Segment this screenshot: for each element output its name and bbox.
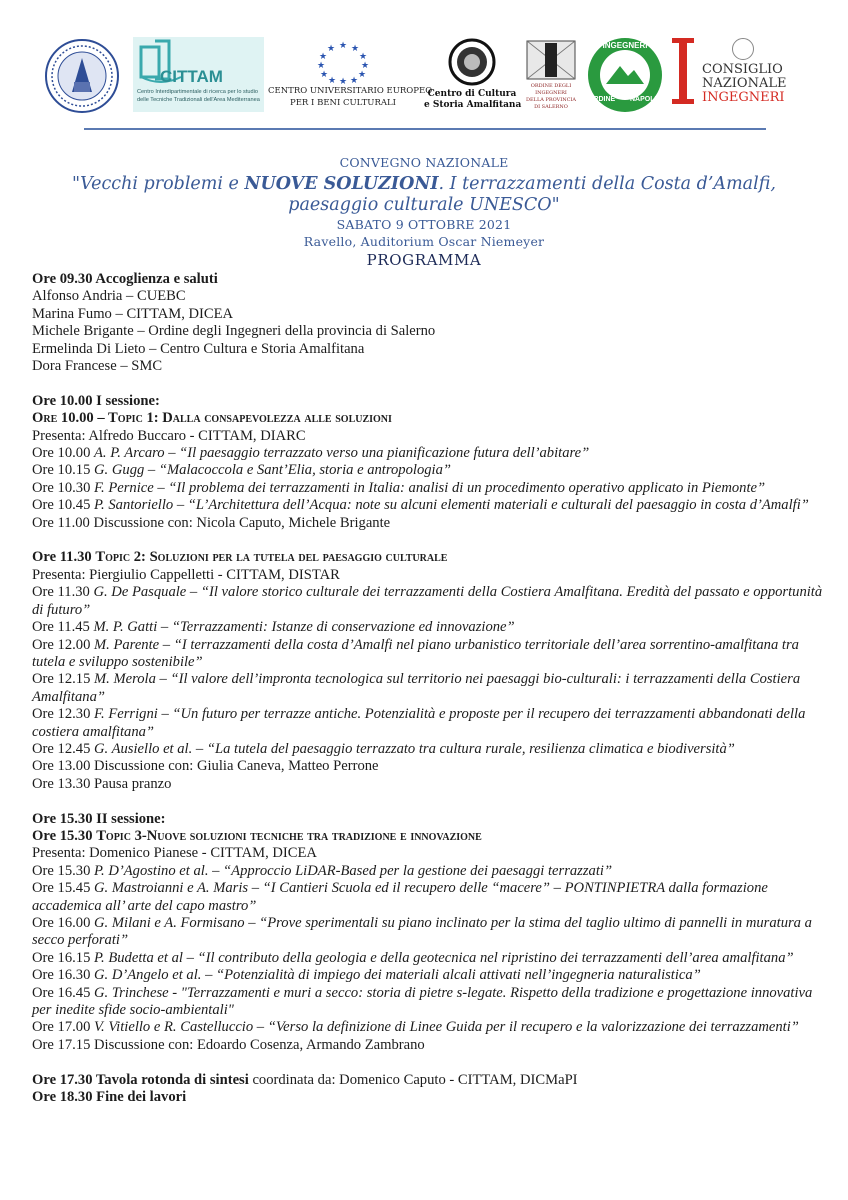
programma-heading: PROGRAMMA: [366, 251, 482, 269]
cuebc-line-1: CENTRO UNIVERSITARIO EUROPEO: [268, 86, 433, 96]
cni-emblem-icon: [732, 38, 754, 60]
svg-text:★: ★: [357, 70, 367, 80]
session-3-chair: Presenta: Domenico Pianese - CITTAM, DICEA: [32, 845, 317, 862]
lunch-break: Ore 13.30 Pausa pranzo: [32, 775, 172, 792]
svg-text:★: ★: [338, 77, 348, 84]
svg-text:★: ★: [360, 61, 370, 71]
ordine-salerno-line-3: DELLA PROVINCIA: [526, 97, 577, 103]
session-2-topic: Ore 11.30 Topic 2: Soluzioni per la tutela del paesaggio culturale: [32, 549, 448, 566]
svg-text:★: ★: [318, 52, 328, 62]
welcome-speaker: Alfonso Andria – CUEBC: [32, 288, 186, 305]
talk-item: Ore 16.00 G. Milani e A. Formisano – “Prove sperimentali su piano inclinato per la stima del taglio ultimo di pannelli in muratura a secco perforati”: [32, 914, 816, 949]
convegno-label: CONVEGNO NAZIONALE: [339, 155, 509, 170]
event-title-highlight: NUOVE SOLUZIONI: [244, 174, 439, 194]
welcome-speaker: Ermelinda Di Lieto – Centro Cultura e Storia Amalfitana: [32, 340, 365, 357]
talk-item: Ore 12.45 G. Ausiello et al. – “La tutela del paesaggio terrazzato tra cultura rurale, resilienza climatica e biodiversità”: [32, 740, 735, 757]
cuebc-logo: [268, 40, 433, 112]
session-2-chair: Presenta: Piergiulio Cappelletti - CITTAM, DISTAR: [32, 566, 340, 583]
svg-text:★: ★: [358, 52, 368, 62]
talk-item: Ore 10.00 A. P. Arcaro – “Il paesaggio terrazzato verso una pianificazione futura dell’abitare”: [32, 445, 590, 462]
welcome-speaker: Marina Fumo – CITTAM, DICEA: [32, 305, 234, 322]
ccsa-line-2: e Storia Amalfitana: [424, 100, 522, 110]
svg-text:★: ★: [349, 76, 359, 84]
talk-item: Ore 15.45 G. Mastroianni e A. Maris – “I Cantieri Scuola ed il recupero delle “macere” – PONTINPIETRA dalla formazione accademica all’ arte del capo mastro”: [32, 880, 772, 914]
logo-strip: [0, 0, 848, 125]
cittam-logo: [133, 37, 264, 112]
talk-item: Ore 10.30 F. Pernice – “Il problema dei terrazzamenti in Italia: analisi di un procedimento operativo applicato in Piemonte”: [32, 479, 766, 496]
ordine-napoli-top: INGEGNERI: [602, 41, 648, 50]
svg-text:★: ★: [327, 76, 337, 84]
welcome-speaker: Dora Francese – SMC: [32, 358, 163, 375]
talk-item: Ore 12.30 F. Ferrigni – “Un futuro per terrazze antiche. Potenzialità e proposte per il recupero dei terrazzamenti abbandonati della costiera amalfitana”: [32, 706, 810, 740]
svg-text:★: ★: [338, 41, 348, 51]
talk-item: Ore 12.15 M. Merola – “Il valore dell’impronta tecnologica sul territorio nei paesaggi bio-culturali: i terrazzamenti della Costiera Amalfitana”: [32, 671, 804, 705]
welcome-speaker: Michele Brigante – Ordine degli Ingegneri della provincia di Salerno: [32, 323, 436, 340]
talk-item: Ore 11.45 M. P. Gatti – “Terrazzamenti: Istanze di conservazione ed innovazione”: [32, 619, 515, 636]
talk-item: Ore 17.00 V. Vitiello e R. Castelluccio – “Verso la definizione di Linee Guida per il recupero e la valorizzazione dei terrazzamenti”: [32, 1019, 799, 1036]
session-3-discussion: Ore 17.15 Discussione con: Edoardo Cosenza, Armando Zambrano: [32, 1036, 425, 1053]
talk-item: Ore 16.45 G. Trinchese - "Terrazzamenti e muri a secco: storia di pietre s-legate. Rispetto della tradizione e progettazione innovativa per inedite sfide socio-ambientali": [32, 984, 816, 1019]
ordine-napoli-right: NAPOLI: [630, 96, 657, 103]
cni-logo: [672, 38, 792, 110]
svg-text:★: ★: [316, 61, 326, 71]
cittam-name: CITTAM: [160, 67, 223, 86]
cuebc-line-2: PER I BENI CULTURALI: [289, 98, 397, 108]
event-date: SABATO 9 OTTOBRE 2021: [336, 217, 512, 232]
session-1-title: Ore 10.00 I sessione:: [32, 392, 160, 409]
session-3-topic: Ore 15.30 Topic 3-Nuove soluzioni tecniche tra tradizione e innovazione: [32, 827, 482, 844]
cni-line-3: INGEGNERI: [702, 90, 785, 105]
program-body: [32, 271, 832, 1106]
university-seal-logo: [40, 38, 124, 114]
ordine-salerno-line-2: INGEGNERI: [535, 90, 567, 96]
talk-item: Ore 10.15 G. Gugg – “Malacoccola e Sant’Elia, storia e antropologia”: [32, 462, 451, 479]
welcome-title: Ore 09.30 Accoglienza e saluti: [32, 271, 218, 287]
welcome-speakers: [32, 288, 832, 375]
svg-text:★: ★: [350, 44, 360, 54]
closing: Ore 18.30 Fine dei lavori: [32, 1089, 187, 1106]
cittam-subtitle-1: Centro Interdipartimentale di ricerca per lo studio: [137, 89, 258, 95]
session-1-chair: Presenta: Alfredo Buccaro - CITTAM, DIARC: [32, 427, 306, 444]
talk-item: Ore 16.15 P. Budetta et al – “Il contributo della geologia e della geotecnica nel ripristino dei terrazzamenti dell’area amalfitana”: [32, 949, 794, 966]
session-3-title: Ore 15.30 II sessione:: [32, 810, 166, 827]
ccsa-line-1: Centro di Cultura: [427, 89, 517, 99]
ordine-napoli-left: ORDINE: [588, 96, 616, 103]
event-title-line-1: "Vecchi problemi e NUOVE SOLUZIONI. I terrazzamenti della Costa d’Amalfi,: [72, 174, 776, 194]
event-title-line-2: paesaggio culturale UNESCO": [288, 195, 560, 215]
header-rule: [84, 128, 766, 130]
cittam-subtitle-2: delle Tecniche Tradizionali dell'Area Mediterranea: [137, 97, 260, 103]
talk-item: Ore 11.30 G. De Pasquale – “Il valore storico culturale dei terrazzamenti della Costiera Amalfitana. Eredità del passato e opportunità di futuro”: [32, 584, 826, 618]
event-venue: Ravello, Auditorium Oscar Niemeyer: [303, 234, 545, 249]
cni-i-mark: [672, 38, 694, 104]
session-1-discussion: Ore 11.00 Discussione con: Nicola Caputo, Michele Brigante: [32, 514, 391, 531]
ordine-salerno-line-4: DI SALERNO: [534, 104, 568, 110]
ordine-napoli-logo: [586, 36, 664, 114]
ccsa-logo: [424, 38, 520, 112]
round-table: Ore 17.30 Tavola rotonda di sintesi coordinata da: Domenico Caputo - CITTAM, DICMaPI: [32, 1071, 578, 1088]
talk-item: Ore 16.30 G. D’Angelo et al. – “Potenzialità di impiego dei materiali alcali attivati nell’ingegneria naturalistica”: [32, 967, 701, 984]
ordine-salerno-logo: [526, 40, 576, 112]
session-1-topic: Ore 10.00 – Topic 1: Dalla consapevolezza alle soluzioni: [32, 410, 392, 427]
svg-text:★: ★: [319, 70, 329, 80]
talk-item: Ore 10.45 P. Santoriello – “L’Architettura dell’Acqua: note su alcuni elementi materiali e culturali del paesaggio in costa d’Amalfi”: [32, 497, 809, 514]
cni-line-1: CONSIGLIO: [702, 62, 783, 77]
talk-item: Ore 12.00 M. Parente – “I terrazzamenti della costa d’Amalfi nel piano urbanistico territoriale dell’area sorrentino-amalfitana tra tutela e sviluppo sostenibile”: [32, 636, 803, 670]
talk-item: Ore 15.30 P. D’Agostino et al. – “Approccio LiDAR-Based per la gestione dei paesaggi terrazzati”: [32, 862, 613, 879]
cni-line-2: NAZIONALE: [702, 76, 787, 91]
ordine-salerno-line-1: ORDINE DEGLI: [530, 83, 572, 89]
svg-text:★: ★: [326, 44, 336, 54]
session-2-discussion: Ore 13.00 Discussione con: Giulia Caneva, Matteo Perrone: [32, 758, 379, 775]
